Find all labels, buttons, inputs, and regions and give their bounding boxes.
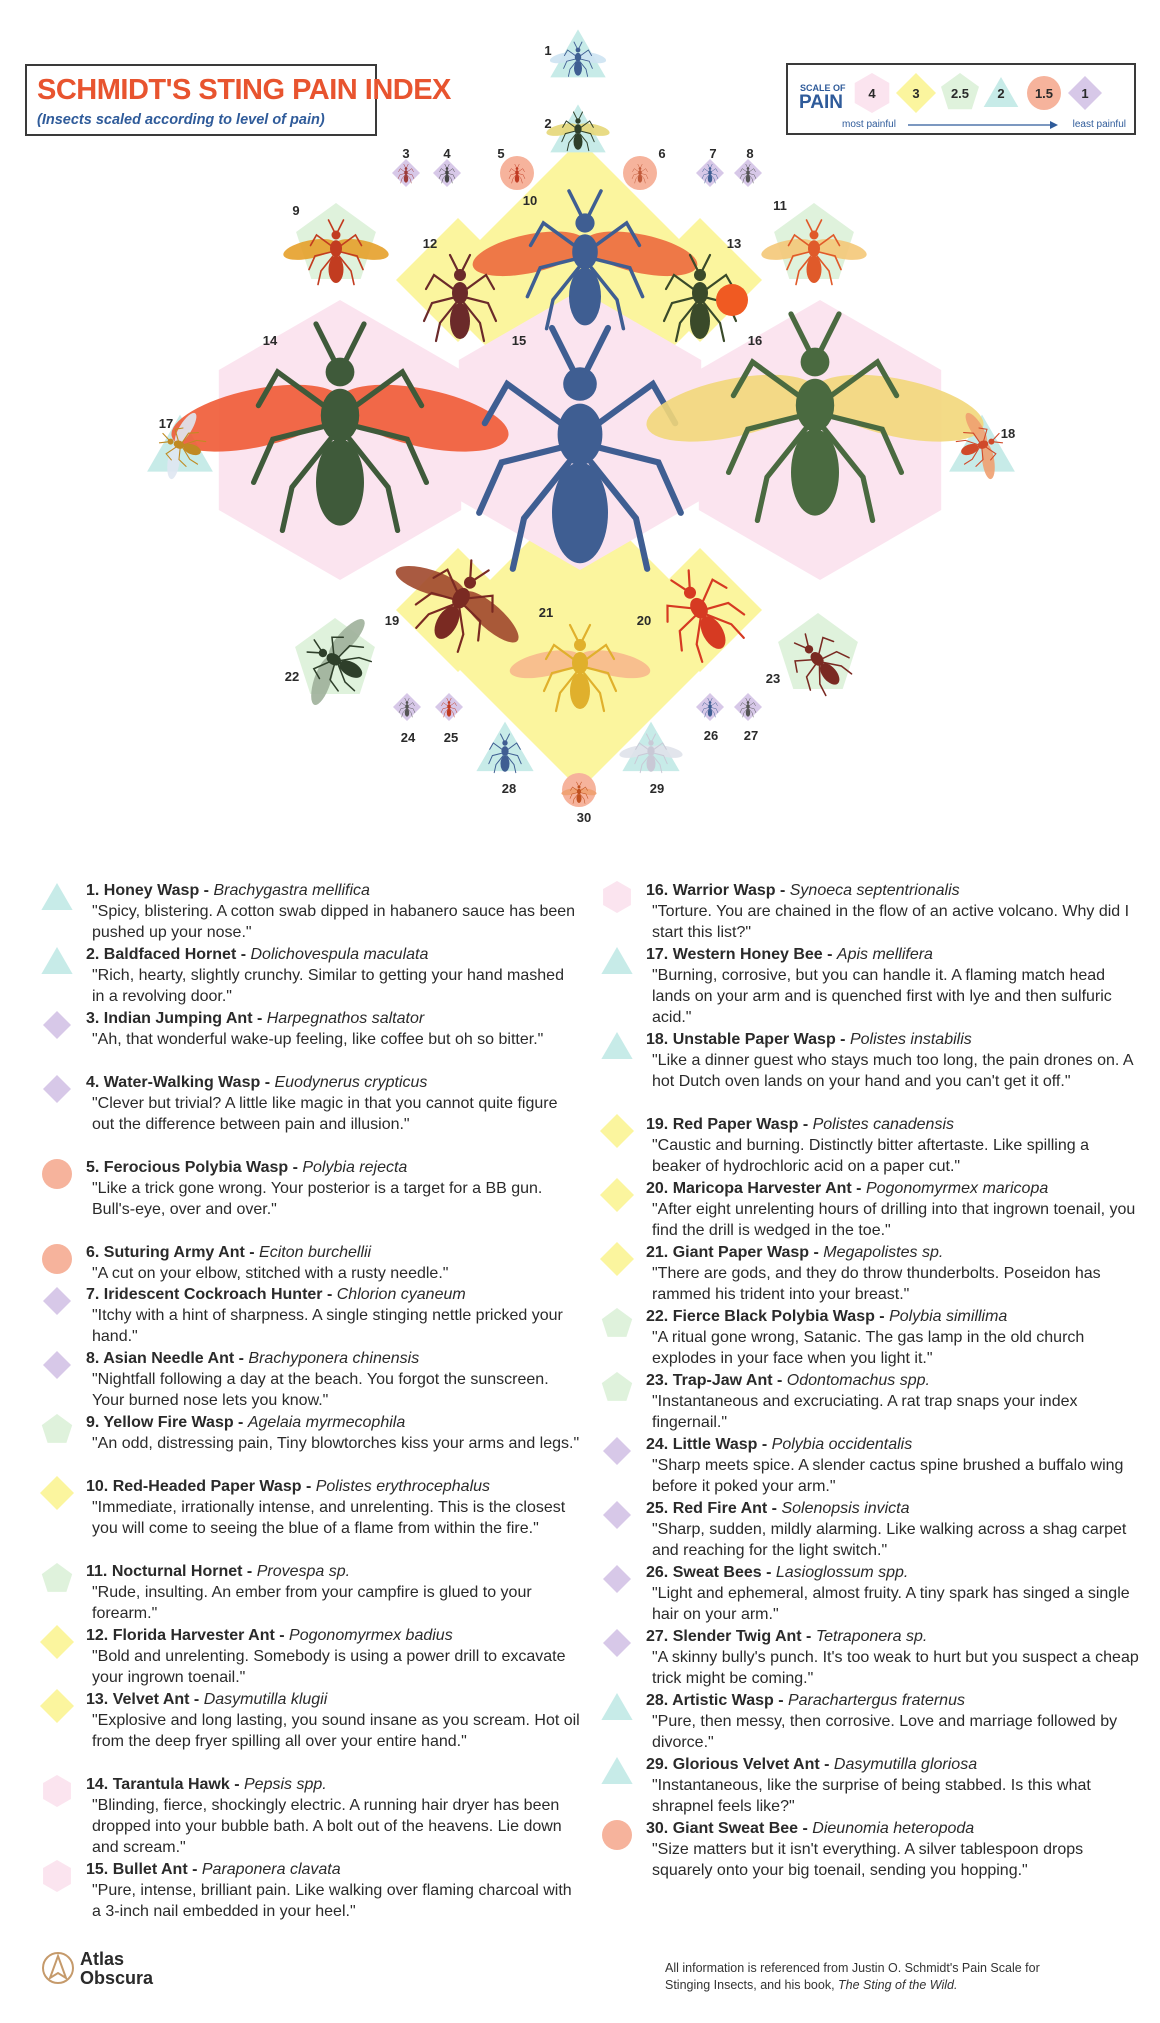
insect-list-item — [600, 1498, 1140, 1562]
insect-number: 10. — [86, 1478, 109, 1495]
insect-list-item — [600, 944, 1140, 1029]
insect-number-label: 8 — [746, 146, 754, 161]
circle-bullet-icon — [40, 1242, 74, 1276]
insect-entry-title: 10. Red-Headed Paper Wasp - Polistes erythrocephalus — [86, 1478, 491, 1495]
triangle-bullet-icon — [600, 1690, 634, 1724]
pentagon-bullet-icon — [40, 1412, 74, 1446]
hexagon-bullet-icon — [40, 1859, 74, 1893]
insect-entry-title: 14. Tarantula Hawk - Pepsis spp. — [86, 1776, 327, 1793]
insect-number: 26. — [646, 1564, 669, 1581]
insect-common-name: Iridescent Cockroach Hunter — [103, 1286, 323, 1303]
insect-list-item — [40, 880, 580, 944]
insect-number: 25. — [646, 1500, 669, 1517]
insect-pain-description: "Burning, corrosive, but you can handle it. A flaming match head lands on your arm and is quenched first with lye and then sulfuric acid." — [652, 967, 1112, 1026]
insect-common-name: Ferocious Polybia Wasp — [103, 1159, 289, 1176]
insect-list-item — [600, 1690, 1140, 1754]
insect-number: 9. — [86, 1414, 100, 1431]
insect-common-name: Suturing Army Ant — [103, 1244, 245, 1261]
insect-common-name: Indian Jumping Ant — [103, 1010, 253, 1027]
insect-entry-title: 27. Slender Twig Ant - Tetraponera sp. — [646, 1628, 928, 1645]
insect-pain-description: "Instantaneous and excruciating. A rat trap snaps your index fingernail." — [652, 1393, 1078, 1431]
insect-pain-description: "Explosive and long lasting, you sound insane as you scream. Hot oil from the deep fryer spilling all over your entire hand." — [92, 1712, 580, 1750]
insect-entry-title: 17. Western Honey Bee - Apis mellifera — [646, 946, 933, 963]
insect-number-label: 5 — [497, 146, 505, 161]
insect-list-item — [600, 1029, 1140, 1114]
insect-number-label: 27 — [743, 728, 759, 743]
insect-scientific-name: Megapolistes sp. — [823, 1244, 944, 1261]
insect-common-name: Red Paper Wasp — [672, 1116, 799, 1133]
insect-number: 27. — [646, 1628, 669, 1645]
insect-number: 4. — [86, 1074, 100, 1091]
insect-entry-title: 3. Indian Jumping Ant - Harpegnathos saltator — [86, 1010, 425, 1027]
insect-number-label: 24 — [400, 730, 416, 745]
insect-pain-description: "Torture. You are chained in the flow of an active volcano. Why did I start this list?" — [652, 903, 1130, 941]
insect-entry-title: 6. Suturing Army Ant - Eciton burchellii — [86, 1244, 372, 1261]
insect-entry-title: 7. Iridescent Cockroach Hunter - Chlorion cyaneum — [86, 1286, 466, 1303]
insect-list-item — [40, 1625, 580, 1689]
insect-number-label: 29 — [649, 781, 665, 796]
insect-pain-description: "Nightfall following a day at the beach. You forgot the sunscreen. Your burned nose lets you know." — [92, 1371, 549, 1409]
insect-scientific-name: Polybia simillima — [889, 1308, 1008, 1325]
insect-scientific-name: Polistes erythrocephalus — [315, 1478, 491, 1495]
scale-value: 1.5 — [1034, 86, 1054, 101]
insect-entry-title: 20. Maricopa Harvester Ant - Pogonomyrmex maricopa — [646, 1180, 1049, 1197]
insect-list-item — [40, 944, 580, 1008]
insect-number: 30. — [646, 1820, 669, 1837]
insect-list-item — [600, 1434, 1140, 1498]
insect-pain-description: "Spicy, blistering. A cotton swab dipped in habanero sauce has been pushed up your nose." — [92, 903, 576, 941]
insect-list-right — [600, 880, 1140, 1903]
scale-value: 3 — [912, 86, 920, 101]
diamond-bullet-icon — [600, 1242, 634, 1276]
insect-number: 19. — [646, 1116, 669, 1133]
insect-scientific-name: Polybia occidentalis — [771, 1436, 913, 1453]
insect-common-name: Water-Walking Wasp — [103, 1074, 261, 1091]
insect-entry-title: 15. Bullet Ant - Paraponera clavata — [86, 1861, 341, 1878]
insect-number-label: 6 — [658, 146, 666, 161]
scale-value: 2 — [997, 86, 1005, 101]
triangle-bullet-icon — [40, 944, 74, 978]
insect-number: 24. — [646, 1436, 669, 1453]
diamond-bullet-icon — [40, 1476, 74, 1510]
insect-common-name: Nocturnal Hornet — [111, 1563, 243, 1580]
insect-scientific-name: Pogonomyrmex badius — [289, 1627, 453, 1644]
insect-pain-description: "Pure, then messy, then corrosive. Love and marriage followed by divorce." — [652, 1713, 1118, 1751]
insect-number-label: 20 — [636, 613, 652, 628]
insect-entry-title: 2. Baldfaced Hornet - Dolichovespula maculata — [86, 946, 429, 963]
insect-scientific-name: Brachyponera chinensis — [248, 1350, 420, 1367]
insect-pain-description: "Rich, hearty, slightly crunchy. Similar to getting your hand mashed in a revolving door." — [92, 967, 564, 1005]
insect-number: 8. — [86, 1350, 100, 1367]
velvet-ant-abdomen — [716, 284, 748, 316]
least-painful-label: least painful — [1072, 119, 1126, 130]
insect-number-label: 26 — [703, 728, 719, 743]
insect-pain-description: "A cut on your elbow, stitched with a rusty needle." — [92, 1265, 449, 1282]
source-book-title: The Sting of the Wild. — [838, 1978, 958, 1992]
insect-number-label: 18 — [1000, 426, 1016, 441]
scale-value: 1 — [1081, 86, 1089, 101]
insect-number: 2. — [86, 946, 100, 963]
insect-entry-title: 9. Yellow Fire Wasp - Agelaia myrmecophila — [86, 1414, 406, 1431]
small-diamond-bullet-icon — [600, 1498, 634, 1532]
insect-pain-description: "Pure, intense, brilliant pain. Like walking over flaming charcoal with a 3-inch nail embedded in your heel." — [92, 1882, 572, 1920]
insect-common-name: Yellow Fire Wasp — [103, 1414, 234, 1431]
insect-number: 20. — [646, 1180, 669, 1197]
insect-common-name: Red Fire Ant — [672, 1500, 768, 1517]
triangle-bullet-icon — [600, 1029, 634, 1063]
hexagon-bullet-icon — [40, 1774, 74, 1808]
most-painful-label: most painful — [842, 119, 896, 130]
insect-number: 5. — [86, 1159, 100, 1176]
diamond-bullet-icon — [40, 1689, 74, 1723]
insect-number: 14. — [86, 1776, 109, 1793]
scale-value: 4 — [868, 86, 876, 101]
insect-entry-title: 24. Little Wasp - Polybia occidentalis — [646, 1436, 913, 1453]
insect-scientific-name: Polistes instabilis — [849, 1031, 972, 1048]
insect-list-item — [600, 1242, 1140, 1306]
insect-number: 7. — [86, 1286, 100, 1303]
insect-common-name: Giant Sweat Bee — [672, 1820, 799, 1837]
insect-number: 16. — [646, 882, 669, 899]
insect-pain-description: "An odd, distressing pain, Tiny blowtorches kiss your arms and legs." — [92, 1435, 580, 1452]
insect-number: 6. — [86, 1244, 100, 1261]
insect-pain-description: "Sharp meets spice. A slender cactus spine brushed a buffalo wing before it poked your arm." — [652, 1457, 1124, 1495]
insect-common-name: Warrior Wasp — [672, 882, 776, 899]
insect-number: 12. — [86, 1627, 109, 1644]
insect-scientific-name: Harpegnathos saltator — [266, 1010, 425, 1027]
insect-number: 11. — [86, 1563, 108, 1580]
insect-pain-description: "Itchy with a hint of sharpness. A single stinging nettle pricked your hand." — [92, 1307, 563, 1345]
insect-scientific-name: Dolichovespula maculata — [250, 946, 429, 963]
insect-number-label: 23 — [765, 671, 781, 686]
insect-scientific-name: Polybia rejecta — [302, 1159, 408, 1176]
insect-list-item — [40, 1157, 580, 1242]
insect-common-name: Honey Wasp — [103, 882, 200, 899]
insect-scientific-name: Solenopsis invicta — [781, 1500, 910, 1517]
insect-common-name: Western Honey Bee — [672, 946, 823, 963]
insect-illustration — [0, 0, 1160, 840]
insect-pain-description: "Instantaneous, like the surprise of being stabbed. Is this what shrapnel feels like?" — [652, 1777, 1091, 1815]
page-title: SCHMIDT'S STING PAIN INDEX — [37, 74, 451, 106]
insect-scientific-name: Paraponera clavata — [201, 1861, 341, 1878]
insect-common-name: Unstable Paper Wasp — [672, 1031, 836, 1048]
small-diamond-bullet-icon — [600, 1434, 634, 1468]
insect-pain-description: "Like a dinner guest who stays much too long, the pain drones on. A hot Dutch oven lands on your hand and you can't get it off." — [652, 1052, 1133, 1090]
insect-entry-title: 30. Giant Sweat Bee - Dieunomia heteropoda — [646, 1820, 975, 1837]
insect-pain-description: "Clever but trivial? A little like magic in that you cannot quite figure out the difference between pain and illusion." — [92, 1095, 558, 1133]
insect-number: 23. — [646, 1372, 669, 1389]
insect-number-label: 7 — [709, 146, 717, 161]
insect-list-item — [600, 1114, 1140, 1178]
insect-number: 21. — [646, 1244, 669, 1261]
insect-pain-description: "Sharp, sudden, mildly alarming. Like walking across a shag carpet and reaching for the light switch." — [652, 1521, 1127, 1559]
insect-number: 18. — [646, 1031, 669, 1048]
insect-number: 22. — [646, 1308, 669, 1325]
insect-number-label: 3 — [402, 146, 410, 161]
insect-common-name: Tarantula Hawk — [112, 1776, 230, 1793]
insect-list-item — [40, 1242, 580, 1284]
insect-list-item — [40, 1072, 580, 1157]
small-diamond-bullet-icon — [40, 1348, 74, 1382]
source-note-line-1: All information is referenced from Justin O. Schmidt's Pain Scale for — [665, 1961, 1040, 1975]
insect-number: 13. — [86, 1691, 109, 1708]
insect-common-name: Slender Twig Ant — [672, 1628, 802, 1645]
insect-pain-description: "There are gods, and they do throw thunderbolts. Poseidon has rammed his trident into your breast." — [652, 1265, 1101, 1303]
insect-scientific-name: Dasymutilla gloriosa — [833, 1756, 978, 1773]
insect-pain-description: "A skinny bully's punch. It's too weak to hurt but you suspect a cheap trick might be coming." — [652, 1649, 1139, 1687]
insect-number-label: 9 — [292, 203, 300, 218]
logo-line-1: Atlas — [80, 1949, 125, 1969]
scale-label-top: SCALE OF — [800, 83, 846, 93]
insect-entry-title: 4. Water-Walking Wasp - Euodynerus crypticus — [86, 1074, 428, 1091]
triangle-bullet-icon — [40, 880, 74, 914]
insect-common-name: Velvet Ant — [112, 1691, 190, 1708]
scale-value: 2.5 — [950, 86, 970, 101]
insect-scientific-name: Dasymutilla klugii — [203, 1691, 328, 1708]
insect-list-item — [600, 1818, 1140, 1903]
insect-number: 17. — [646, 946, 669, 963]
insect-number-label: 2 — [544, 116, 552, 131]
insect-scientific-name: Agelaia myrmecophila — [247, 1414, 406, 1431]
insect-entry-title: 12. Florida Harvester Ant - Pogonomyrmex badius — [86, 1627, 453, 1644]
pentagon-bullet-icon — [600, 1306, 634, 1340]
insect-common-name: Sweat Bees — [672, 1564, 762, 1581]
insect-entry-title: 1. Honey Wasp - Brachygastra mellifica — [86, 882, 370, 899]
insect-number: 3. — [86, 1010, 100, 1027]
diamond-bullet-icon — [40, 1625, 74, 1659]
insect-pain-description: "Bold and unrelenting. Somebody is using a power drill to excavate your ingrown toenail." — [92, 1648, 566, 1686]
insect-number: 28. — [646, 1692, 669, 1709]
insect-number-label: 19 — [384, 613, 400, 628]
insect-list-item — [40, 1008, 580, 1072]
insect-list-item — [600, 1754, 1140, 1818]
insect-number: 15. — [86, 1861, 109, 1878]
insect-common-name: Florida Harvester Ant — [112, 1627, 275, 1644]
insect-list-item — [600, 1178, 1140, 1242]
scale-label-main: PAIN — [799, 92, 843, 113]
insect-list-item — [600, 1562, 1140, 1626]
insect-pain-description: "Ah, that wonderful wake-up feeling, like coffee but oh so bitter." — [92, 1031, 544, 1048]
insect-scientific-name: Dieunomia heteropoda — [812, 1820, 975, 1837]
insect-common-name: Glorious Velvet Ant — [672, 1756, 820, 1773]
small-diamond-bullet-icon — [600, 1626, 634, 1660]
small-diamond-bullet-icon — [40, 1008, 74, 1042]
insect-pain-description: "Like a trick gone wrong. Your posterior is a target for a BB gun. Bull's-eye, over and over." — [92, 1180, 543, 1218]
insect-entry-title: 13. Velvet Ant - Dasymutilla klugii — [86, 1691, 328, 1708]
insect-common-name: Little Wasp — [672, 1436, 758, 1453]
insect-pain-description: "Light and ephemeral, almost fruity. A tiny spark has singed a single hair on your arm." — [652, 1585, 1130, 1623]
insect-scientific-name: Euodynerus crypticus — [274, 1074, 428, 1091]
insect-number-label: 13 — [726, 236, 742, 251]
small-diamond-bullet-icon — [40, 1072, 74, 1106]
insect-pain-description: "Immediate, irrationally intense, and unrelenting. This is the closest you will come to seeing the blue of a flame from within the fire." — [92, 1499, 566, 1537]
insect-entry-title: 19. Red Paper Wasp - Polistes canadensis — [646, 1116, 955, 1133]
diamond-bullet-icon — [600, 1178, 634, 1212]
insect-entry-title: 28. Artistic Wasp - Parachartergus fraternus — [646, 1692, 965, 1709]
insect-list-item — [40, 1859, 580, 1923]
insect-common-name: Red-Headed Paper Wasp — [112, 1478, 302, 1495]
insect-scientific-name: Provespa sp. — [256, 1563, 351, 1580]
insect-scientific-name: Polistes canadensis — [812, 1116, 955, 1133]
insect-number-label: 25 — [443, 730, 459, 745]
circle-bullet-icon — [600, 1818, 634, 1852]
insect-number-label: 14 — [262, 333, 278, 348]
source-note — [665, 1960, 1105, 1994]
insect-list-item — [600, 1306, 1140, 1370]
insect-number-label: 1 — [544, 43, 552, 58]
insect-number-label: 10 — [522, 193, 538, 208]
insect-entry-title: 29. Glorious Velvet Ant - Dasymutilla gloriosa — [646, 1756, 978, 1773]
diamond-bullet-icon — [600, 1114, 634, 1148]
insect-list-item — [40, 1476, 580, 1561]
insect-scientific-name: Synoeca septentrionalis — [789, 882, 960, 899]
insect-common-name: Maricopa Harvester Ant — [672, 1180, 852, 1197]
insect-scientific-name: Odontomachus spp. — [786, 1372, 930, 1389]
insect-entry-title: 11. Nocturnal Hornet - Provespa sp. — [86, 1563, 351, 1580]
insect-common-name: Asian Needle Ant — [103, 1350, 235, 1367]
insect-number-label: 28 — [501, 781, 517, 796]
insect-common-name: Fierce Black Polybia Wasp — [672, 1308, 875, 1325]
atlas-obscura-logo — [40, 1949, 154, 1991]
insect-scientific-name: Eciton burchellii — [259, 1244, 372, 1261]
pentagon-shape — [778, 613, 858, 689]
pentagon-bullet-icon — [600, 1370, 634, 1404]
insect-number: 1. — [86, 882, 100, 899]
insect-entry-title: 21. Giant Paper Wasp - Megapolistes sp. — [646, 1244, 944, 1261]
insect-common-name: Bullet Ant — [112, 1861, 188, 1878]
insect-pain-description: "Caustic and burning. Distinctly bitter aftertaste. Like spilling a beaker of hydrochloric acid on a paper cut." — [652, 1137, 1089, 1175]
insect-entry-title: 5. Ferocious Polybia Wasp - Polybia rejecta — [86, 1159, 408, 1176]
insect-list-item — [40, 1348, 580, 1412]
insect-scientific-name: Pogonomyrmex maricopa — [865, 1180, 1049, 1197]
insect-common-name: Artistic Wasp — [672, 1692, 774, 1709]
small-diamond-bullet-icon — [40, 1284, 74, 1318]
insect-list-left — [40, 880, 580, 1923]
insect-entry-title: 16. Warrior Wasp - Synoeca septentrionalis — [646, 882, 960, 899]
insect-number-label: 21 — [538, 605, 554, 620]
insect-entry-title: 18. Unstable Paper Wasp - Polistes instabilis — [646, 1031, 972, 1048]
insect-scientific-name: Tetraponera sp. — [815, 1628, 928, 1645]
insect-number-label: 22 — [284, 669, 300, 684]
insect-scientific-name: Brachygastra mellifica — [213, 882, 370, 899]
insect-entry-title: 26. Sweat Bees - Lasioglossum spp. — [646, 1564, 909, 1581]
insect-list-item — [600, 1626, 1140, 1690]
insect-entry-title: 25. Red Fire Ant - Solenopsis invicta — [646, 1500, 910, 1517]
insect-list-item — [40, 1689, 580, 1774]
insect-number: 29. — [646, 1756, 669, 1773]
insect-list-item — [40, 1561, 580, 1625]
insect-number-label: 17 — [158, 416, 174, 431]
insect-scientific-name: Pepsis spp. — [244, 1776, 327, 1793]
triangle-bullet-icon — [600, 1754, 634, 1788]
insect-pain-description: "Size matters but it isn't everything. A silver tablespoon drops squarely onto your big toenail, sending you hopping." — [652, 1841, 1084, 1879]
hexagon-bullet-icon — [600, 880, 634, 914]
insect-list-item — [40, 1774, 580, 1859]
insect-common-name: Trap-Jaw Ant — [672, 1372, 773, 1389]
insect-list-item — [40, 1412, 580, 1476]
insect-entry-title: 23. Trap-Jaw Ant - Odontomachus spp. — [646, 1372, 930, 1389]
insect-scientific-name: Parachartergus fraternus — [787, 1692, 965, 1709]
atlas-obscura-compass-icon — [40, 1950, 76, 1986]
insect-pain-description: "Blinding, fierce, shockingly electric. A running hair dryer has been dropped into your bubble bath. A bolt out of the heavens. Lie down and scream." — [92, 1797, 562, 1856]
insect-entry-title: 22. Fierce Black Polybia Wasp - Polybia simillima — [646, 1308, 1008, 1325]
insect-list-item — [600, 880, 1140, 944]
insect-scientific-name: Lasioglossum spp. — [775, 1564, 909, 1581]
triangle-bullet-icon — [600, 944, 634, 978]
insect-entry-title: 8. Asian Needle Ant - Brachyponera chinensis — [86, 1350, 420, 1367]
insect-number-label: 15 — [511, 333, 527, 348]
insect-scientific-name: Apis mellifera — [836, 946, 933, 963]
insect-common-name: Giant Paper Wasp — [672, 1244, 810, 1261]
insect-list-item — [600, 1370, 1140, 1434]
insect-list-item — [40, 1284, 580, 1348]
logo-line-2: Obscura — [80, 1968, 154, 1988]
source-note-line-2: Stinging Insects, and his book, — [665, 1978, 839, 1992]
circle-bullet-icon — [40, 1157, 74, 1191]
insect-scientific-name: Chlorion cyaneum — [336, 1286, 466, 1303]
insect-number-label: 30 — [576, 810, 592, 825]
insect-number-label: 16 — [747, 333, 763, 348]
small-diamond-bullet-icon — [600, 1562, 634, 1596]
insect-common-name: Baldfaced Hornet — [103, 946, 237, 963]
page-subtitle: (Insects scaled according to level of pain) — [37, 112, 325, 128]
insect-pain-description: "After eight unrelenting hours of drilling into that ingrown toenail, you find the drill is wedged in the toe." — [652, 1201, 1136, 1239]
insect-number-label: 12 — [422, 236, 438, 251]
insect-pain-description: "A ritual gone wrong, Satanic. The gas lamp in the old church explodes in your face when you light it." — [652, 1329, 1085, 1367]
insect-number-label: 4 — [443, 146, 451, 161]
pentagon-bullet-icon — [40, 1561, 74, 1595]
insect-pain-description: "Rude, insulting. An ember from your campfire is glued to your forearm." — [92, 1584, 532, 1622]
insect-number-label: 11 — [773, 198, 787, 213]
